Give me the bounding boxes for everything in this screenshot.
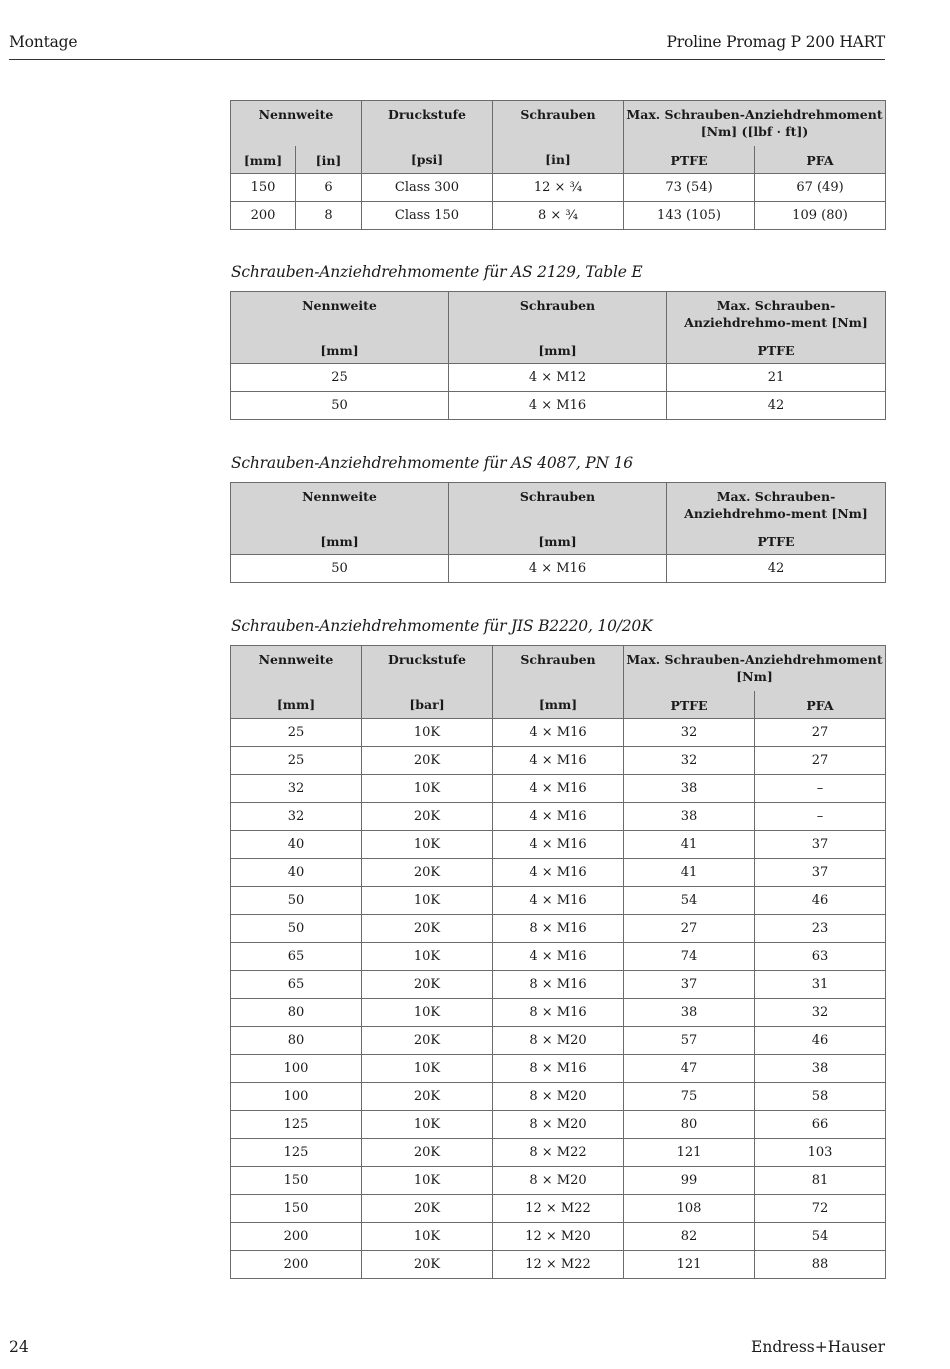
table-cell: 75	[624, 1083, 755, 1111]
table-row	[231, 1111, 886, 1139]
table-cell: 27	[755, 747, 886, 775]
header-druckstufe: Druckstufe	[362, 646, 493, 692]
table-cell: 150	[231, 1167, 362, 1195]
table-cell: –	[755, 775, 886, 803]
torque-table-as2129	[230, 291, 886, 420]
table-cell: 57	[624, 1027, 755, 1055]
table-row	[231, 775, 886, 803]
table-cell: 58	[755, 1083, 886, 1111]
header-ptfe: PTFE	[624, 692, 755, 719]
table-cell: 108	[624, 1195, 755, 1223]
header-pfa: PFA	[755, 147, 886, 174]
table-row	[231, 555, 886, 583]
header-nennweite: Nennweite	[231, 101, 362, 147]
table-row	[231, 999, 886, 1027]
table-row	[231, 1167, 886, 1195]
table-row	[231, 1055, 886, 1083]
table-cell: 41	[624, 859, 755, 887]
caption-as2129: Schrauben-Anziehdrehmomente für AS 2129, Table E	[231, 263, 643, 281]
table-cell: 150	[231, 174, 296, 202]
table-cell: 42	[667, 392, 886, 420]
table-cell: 8 × M16	[493, 999, 624, 1027]
table-row	[231, 971, 886, 999]
table-cell: 6	[296, 174, 362, 202]
table-cell: 12 × M22	[493, 1251, 624, 1279]
header-pfa: PFA	[755, 692, 886, 719]
table-row	[231, 1139, 886, 1167]
table-cell: 10K	[362, 1167, 493, 1195]
table-row	[231, 915, 886, 943]
header-ptfe: PTFE	[624, 147, 755, 174]
table-cell: 66	[755, 1111, 886, 1139]
table-cell: 38	[624, 775, 755, 803]
table-cell: 121	[624, 1251, 755, 1279]
table-cell: 40	[231, 859, 362, 887]
header-unit-bolt-mm: [mm]	[493, 692, 624, 719]
table-cell: 10K	[362, 775, 493, 803]
table-cell: 80	[231, 1027, 362, 1055]
header-unit-mm: [mm]	[231, 528, 449, 555]
table-cell: 25	[231, 719, 362, 747]
table-cell: 200	[231, 1223, 362, 1251]
table-cell: 88	[755, 1251, 886, 1279]
table-cell: 20K	[362, 747, 493, 775]
header-nennweite: Nennweite	[231, 483, 449, 529]
header-schrauben: Schrauben	[493, 101, 624, 147]
table-cell: 80	[231, 999, 362, 1027]
header-druckstufe: Druckstufe	[362, 101, 493, 147]
table-cell: 10K	[362, 831, 493, 859]
table-cell: 38	[624, 803, 755, 831]
header-unit-bar: [bar]	[362, 692, 493, 719]
table-cell: 32	[231, 803, 362, 831]
table-cell: 25	[231, 364, 449, 392]
header-unit-bolt-mm: [mm]	[449, 528, 667, 555]
table-cell: 10K	[362, 1111, 493, 1139]
header-torque: Max. Schrauben-Anziehdrehmo-ment [Nm]	[667, 483, 886, 529]
table-row	[231, 859, 886, 887]
table-cell: Class 150	[362, 202, 493, 230]
table-row	[231, 803, 886, 831]
section-title: Montage	[9, 33, 78, 51]
table-cell: 32	[231, 775, 362, 803]
table-cell: 46	[755, 887, 886, 915]
table-row	[231, 943, 886, 971]
page-header	[9, 33, 885, 60]
table-cell: 32	[624, 747, 755, 775]
table-cell: 143 (105)	[624, 202, 755, 230]
table-cell: 99	[624, 1167, 755, 1195]
table-cell: 100	[231, 1083, 362, 1111]
table-cell: 121	[624, 1139, 755, 1167]
table-cell: 20K	[362, 1195, 493, 1223]
table-cell: 65	[231, 971, 362, 999]
table-cell: 27	[755, 719, 886, 747]
table-cell: 25	[231, 747, 362, 775]
table-cell: 50	[231, 555, 449, 583]
table-row	[231, 1083, 886, 1111]
table-cell: 4 × M16	[493, 887, 624, 915]
table-cell: 4 × M16	[493, 719, 624, 747]
table-cell: 41	[624, 831, 755, 859]
table-cell: Class 300	[362, 174, 493, 202]
table-cell: 12 × M22	[493, 1195, 624, 1223]
table-row	[231, 174, 886, 202]
table-row	[231, 1195, 886, 1223]
table-cell: 38	[755, 1055, 886, 1083]
table-cell: 109 (80)	[755, 202, 886, 230]
table-cell: 10K	[362, 887, 493, 915]
table-cell: 8 × M20	[493, 1027, 624, 1055]
table-cell: 42	[667, 555, 886, 583]
table-cell: 10K	[362, 1223, 493, 1251]
header-ptfe: PTFE	[667, 337, 886, 364]
header-torque: Max. Schrauben-Anziehdrehmoment [Nm]	[624, 646, 886, 692]
caption-jis-b2220: Schrauben-Anziehdrehmomente für JIS B2220, 10/20K	[231, 617, 653, 635]
table-cell: 20K	[362, 803, 493, 831]
table-cell: 10K	[362, 999, 493, 1027]
torque-table-jis-b2220	[230, 645, 886, 1279]
table-cell: 32	[755, 999, 886, 1027]
table-cell: 4 × M16	[493, 775, 624, 803]
table-cell: 47	[624, 1055, 755, 1083]
header-nennweite: Nennweite	[231, 292, 449, 338]
table-cell: –	[755, 803, 886, 831]
table-cell: 4 × M12	[449, 364, 667, 392]
table-cell: 20K	[362, 1139, 493, 1167]
table-cell: 4 × M16	[493, 803, 624, 831]
table-cell: 20K	[362, 1027, 493, 1055]
table-cell: 20K	[362, 971, 493, 999]
table-cell: 125	[231, 1111, 362, 1139]
table-cell: 125	[231, 1139, 362, 1167]
table-row	[231, 747, 886, 775]
table-cell: 80	[624, 1111, 755, 1139]
table-cell: 21	[667, 364, 886, 392]
table-cell: 82	[624, 1223, 755, 1251]
table-cell: 200	[231, 202, 296, 230]
table-cell: 10K	[362, 719, 493, 747]
table-row	[231, 202, 886, 230]
table-row	[231, 1223, 886, 1251]
table-cell: 10K	[362, 943, 493, 971]
table-cell: 100	[231, 1055, 362, 1083]
table-cell: 20K	[362, 1251, 493, 1279]
table-cell: 50	[231, 392, 449, 420]
table-cell: 103	[755, 1139, 886, 1167]
table-cell: 37	[755, 831, 886, 859]
brand-name: Endress+Hauser	[751, 1338, 885, 1356]
table-cell: 8 × M16	[493, 915, 624, 943]
header-unit-bolt-in: [in]	[493, 147, 624, 174]
header-unit-mm: [mm]	[231, 147, 296, 174]
table-row	[231, 364, 886, 392]
table-row	[231, 392, 886, 420]
table-cell: 4 × M16	[493, 943, 624, 971]
table-cell: 63	[755, 943, 886, 971]
table-cell: 4 × M16	[493, 747, 624, 775]
header-unit-bolt-mm: [mm]	[449, 337, 667, 364]
table-cell: 54	[755, 1223, 886, 1251]
table-cell: 20K	[362, 859, 493, 887]
table-cell: 4 × M16	[449, 392, 667, 420]
table-row	[231, 831, 886, 859]
table-cell: 8 × M20	[493, 1167, 624, 1195]
table-cell: 37	[624, 971, 755, 999]
page-number: 24	[9, 1338, 29, 1356]
table-cell: 200	[231, 1251, 362, 1279]
table-row	[231, 1251, 886, 1279]
table-row	[231, 887, 886, 915]
header-schrauben: Schrauben	[449, 483, 667, 529]
caption-as4087: Schrauben-Anziehdrehmomente für AS 4087, PN 16	[231, 454, 633, 472]
table-cell: 8	[296, 202, 362, 230]
table-cell: 38	[624, 999, 755, 1027]
header-ptfe: PTFE	[667, 528, 886, 555]
table-cell: 23	[755, 915, 886, 943]
table-cell: 150	[231, 1195, 362, 1223]
table-cell: 46	[755, 1027, 886, 1055]
table-cell: 8 × M22	[493, 1139, 624, 1167]
header-unit-mm: [mm]	[231, 692, 362, 719]
header-unit-in: [in]	[296, 147, 362, 174]
table-cell: 67 (49)	[755, 174, 886, 202]
product-title: Proline Promag P 200 HART	[666, 33, 885, 51]
table-cell: 8 × M16	[493, 1055, 624, 1083]
header-unit-mm: [mm]	[231, 337, 449, 364]
table-cell: 8 × M20	[493, 1083, 624, 1111]
table-cell: 8 × M16	[493, 971, 624, 999]
table-row	[231, 719, 886, 747]
table-cell: 8 × ¾	[493, 202, 624, 230]
header-schrauben: Schrauben	[449, 292, 667, 338]
table-cell: 65	[231, 943, 362, 971]
table-cell: 12 × M20	[493, 1223, 624, 1251]
table-cell: 8 × M20	[493, 1111, 624, 1139]
table-cell: 12 × ¾	[493, 174, 624, 202]
table-cell: 81	[755, 1167, 886, 1195]
table-cell: 4 × M16	[493, 859, 624, 887]
header-torque: Max. Schrauben-Anziehdrehmoment [Nm] ([lbf · ft])	[624, 101, 886, 147]
header-nennweite: Nennweite	[231, 646, 362, 692]
table-cell: 74	[624, 943, 755, 971]
table-cell: 20K	[362, 1083, 493, 1111]
header-torque: Max. Schrauben-Anziehdrehmo-ment [Nm]	[667, 292, 886, 338]
header-schrauben: Schrauben	[493, 646, 624, 692]
torque-table-asme	[230, 100, 886, 230]
table-cell: 54	[624, 887, 755, 915]
table-cell: 4 × M16	[449, 555, 667, 583]
table-row	[231, 1027, 886, 1055]
torque-table-as4087	[230, 482, 886, 583]
table-cell: 32	[624, 719, 755, 747]
table-cell: 4 × M16	[493, 831, 624, 859]
header-unit-psi: [psi]	[362, 147, 493, 174]
table-cell: 27	[624, 915, 755, 943]
table-cell: 37	[755, 859, 886, 887]
table-cell: 10K	[362, 1055, 493, 1083]
table-cell: 20K	[362, 915, 493, 943]
table-cell: 31	[755, 971, 886, 999]
table-cell: 50	[231, 887, 362, 915]
table-cell: 50	[231, 915, 362, 943]
table-cell: 40	[231, 831, 362, 859]
table-cell: 73 (54)	[624, 174, 755, 202]
table-cell: 72	[755, 1195, 886, 1223]
